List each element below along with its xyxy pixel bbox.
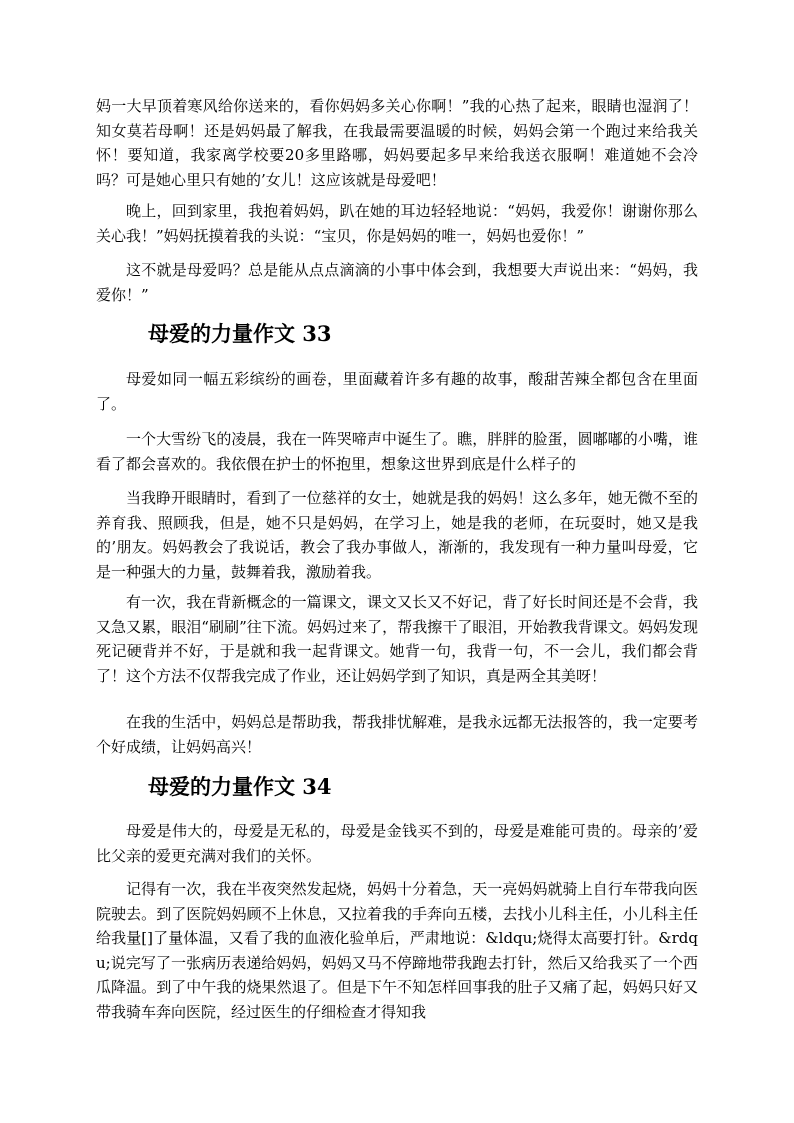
paragraph-6: 当我睁开眼睛时，看到了一位慈祥的女士，她就是我的妈妈！这么多年，她无微不至的养育我、照顾我，但是，她不只是妈妈，在学习上，她是我的老师，在玩耍时，她又是我的’朋友。妈妈教会了我说话，教会了我办事做人，渐渐的，我发现有一种力量叫母爱，它是一种强大的力量，鼓舞着我，激励着我。 xyxy=(96,489,698,581)
section-heading-34: 母爱的力量作文 34 xyxy=(148,774,332,799)
paragraph-2: 晚上，回到家里，我抱着妈妈，趴在她的耳边轻轻地说：“妈妈，我爱你！谢谢你那么关心我！”妈妈抚摸着我的头说：“宝贝，你是妈妈的唯一，妈妈也爱你！” xyxy=(96,202,698,245)
paragraph-8: 在我的生活中，妈妈总是帮助我，帮我排忧解难，是我永远都无法报答的，我一定要考个好成绩，让妈妈高兴！ xyxy=(96,713,698,756)
paragraph-7: 有一次，我在背新概念的一篇课文，课文又长又不好记，背了好长时间还是不会背，我又急又累，眼泪“刷刷”往下流。妈妈过来了，帮我擦干了眼泪，开始教我背课文。妈妈发现死记硬背并不好，于是就和我一起背课文。她背一句，我背一句，不一会儿，我们都会背了！这个方法不仅帮我完成了作业，还让妈妈学到了知识，真是两全其美呀！ xyxy=(96,593,698,685)
paragraph-3: 这不就是母爱吗？总是能从点点滴滴的小事中体会到，我想要大声说出来：“妈妈，我爱你！” xyxy=(96,261,698,304)
section-heading-33: 母爱的力量作文 33 xyxy=(148,321,332,346)
paragraph-1: 妈一大早顶着寒风给你送来的，看你妈妈多关心你啊！”我的心热了起来，眼睛也湿润了！知女莫若母啊！还是妈妈最了解我，在我最需要温暖的时候，妈妈会第一个跑过来给我关怀！要知道，我家离学校要20多里路哪，妈妈要起多早来给我送衣服啊！难道她不会冷吗？可是她心里只有她的’女儿！这应该就是母爱吧！ xyxy=(96,97,698,189)
paragraph-9: 母爱是伟大的，母爱是无私的，母爱是金钱买不到的，母爱是难能可贵的。母亲的’爱比父亲的爱更充满对我们的关怀。 xyxy=(96,822,698,865)
paragraph-5: 一个大雪纷飞的凌晨，我在一阵哭啼声中诞生了。瞧，胖胖的脸蛋，圆嘟嘟的小嘴，谁看了都会喜欢的。我依偎在护士的怀抱里，想象这世界到底是什么样子的 xyxy=(96,430,698,473)
paragraph-10: 记得有一次，我在半夜突然发起烧，妈妈十分着急，天一亮妈妈就骑上自行车带我向医院驶去。到了医院妈妈顾不上休息，又拉着我的手奔向五楼，去找小儿科主任，小儿科主任给我量[]了量体温，又看了我的血液化验单后，严肃地说：&ldqu;烧得太高要打针。&rdqu;说完写了一张病历表递给妈妈，妈妈又马不停蹄地带我跑去打针，然后又给我买了一个西瓜降温。到了中午我的烧果然退了。但是下午不知怎样回事我的肚子又痛了起，妈妈只好又带我骑车奔向医院，经过医生的仔细检查才得知我 xyxy=(96,880,698,1021)
paragraph-4: 母爱如同一幅五彩缤纷的画卷，里面藏着许多有趣的故事，酸甜苦辣全都包含在里面了。 xyxy=(96,370,698,413)
